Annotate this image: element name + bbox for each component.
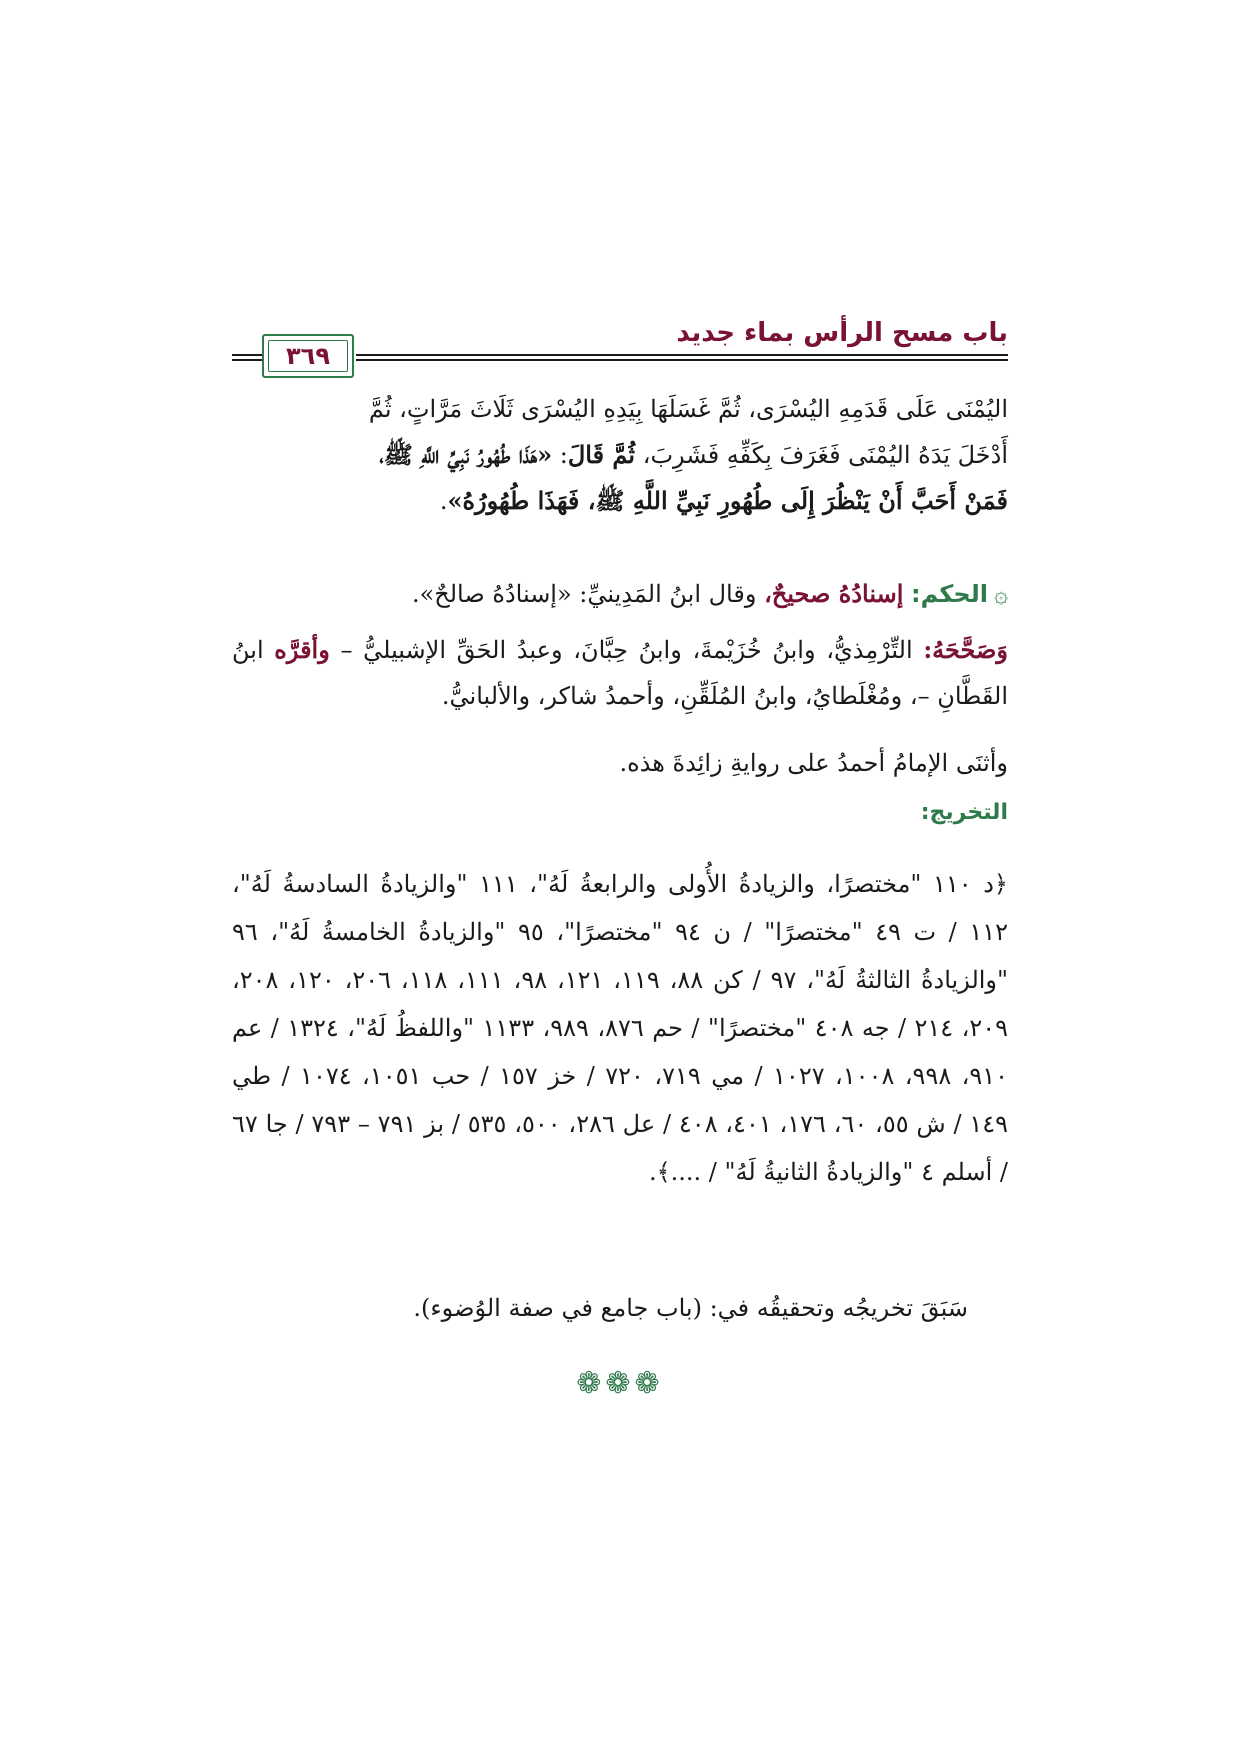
header-rule xyxy=(356,354,1008,361)
hukm-verdict: إسنادُهُ صحيحٌ، xyxy=(764,579,904,608)
aqarrahu-label: وأقرَّه xyxy=(274,635,330,664)
sahhahu-label: وَصَحَّحَهُ: xyxy=(923,635,1008,664)
flower-marker-icon: ۞ xyxy=(993,580,1008,608)
hadith-text-plain: أَدْخَلَ يَدَهُ اليُمْنَى فَغَرَفَ بِكَفِّهِ فَشَرِبَ، xyxy=(635,441,1008,469)
athna-paragraph: وأثنَى الإمامُ أحمدُ على روايةِ زائِدةَ هذه. xyxy=(619,749,1008,777)
hukm-rest: وقال ابنُ المَدِينيِّ: «إسنادُهُ صالحٌ». xyxy=(411,580,765,608)
takhrij-heading: التخريج: xyxy=(920,800,1008,825)
hukm-label: الحكم: xyxy=(911,580,988,608)
colon: : xyxy=(552,441,568,469)
hadith-line: اليُمْنَى عَلَى قَدَمِهِ اليُسْرَى، ثُمَّ غَسَلَهَا بِيَدِهِ اليُسْرَى ثَلَاثَ مَرَّاتٍ، ثُمَّ xyxy=(368,395,1008,423)
hadith-line xyxy=(232,478,1008,524)
hadith-quote: فَمَنْ أَحَبَّ أَنْ يَنْظُرَ إِلَى طُهُورِ نَبِيِّ اللَّهِ ﷺ، فَهَذَا طُهُورُهُ» xyxy=(447,486,1008,515)
sahhahu-text-2: ابنُ القَطَّانِ –، ومُغْلَطايُ، وابنُ المُلَقِّنِ، وأحمدُ شاكر، والألبانيُّ. xyxy=(232,636,1008,710)
full-stop: . xyxy=(439,487,448,515)
page-number-frame xyxy=(262,334,354,378)
sahhahu-paragraph xyxy=(232,627,1008,719)
running-title: باب مسح الرأس بماء جديد xyxy=(676,318,1008,348)
end-ornament-icon: ❁❁❁ xyxy=(576,1366,664,1401)
takhrij-note: سَبَقَ تخريجُه وتحقيقُه في: (باب جامع في صفة الوُضوء). xyxy=(413,1294,968,1322)
page-number: ٣٦٩ xyxy=(286,342,330,370)
hadith-text-bold: ثُمَّ قَالَ xyxy=(567,440,636,469)
sahhahu-text: التِّرْمِذيُّ، وابنُ خُزَيْمةَ، وابنُ حِبَّانَ، وعبدُ الحَقِّ الإشبيليُّ – xyxy=(340,636,924,664)
hadith-line xyxy=(232,432,1008,478)
hukm-paragraph xyxy=(232,571,1008,617)
hadith-quote: «هَذَا طُهُورُ نَبِيِّ اللَّهِ ﷺ، xyxy=(379,440,553,469)
hadith-text xyxy=(232,386,1008,524)
takhrij-references: ﴿د ١١٠ "مختصرًا، والزيادةُ الأُولى والرابعةُ لَهُ"، ١١١ "والزيادةُ السادسةُ لَهُ"، ١١٢ / ت ٤٩ "مختصرًا" / ن ٩٤ "مختصرًا"، ٩٥ "والزيادةُ الخامسةُ لَهُ"، ٩٦ "والزيادةُ الثالثةُ لَهُ"، ٩٧ / كن ٨٨، ١١٩، ١٢١، ٩٨، ١١١، ١١٨، ٢٠٦، ١٢٠، ٢٠٨، ٢٠٩، ٢١٤ / جه ٤٠٨ "مختصرًا" / حم ٨٧٦، ٩٨٩، ١١٣٣ "واللفظُ لَهُ"، ١٣٢٤ / عم ٩١٠، ٩٩٨، ١٠٠٨، ١٠٢٧ / مي ٧١٩، ٧٢٠ / خز ١٥٧ / حب ١٠٥١، ١٠٧٤ / طي ١٤٩ / ش ٥٥، ٦٠، ١٧٦، ٤٠١، ٤٠٨ / عل ٢٨٦، ٥٠٠، ٥٣٥ / بز ٧٩١ – ٧٩٣ / جا ٦٧ / أسلم ٤ "والزيادةُ الثانيةُ لَهُ" / ....﴾. xyxy=(232,870,1009,1186)
header-rule-left xyxy=(232,354,262,361)
